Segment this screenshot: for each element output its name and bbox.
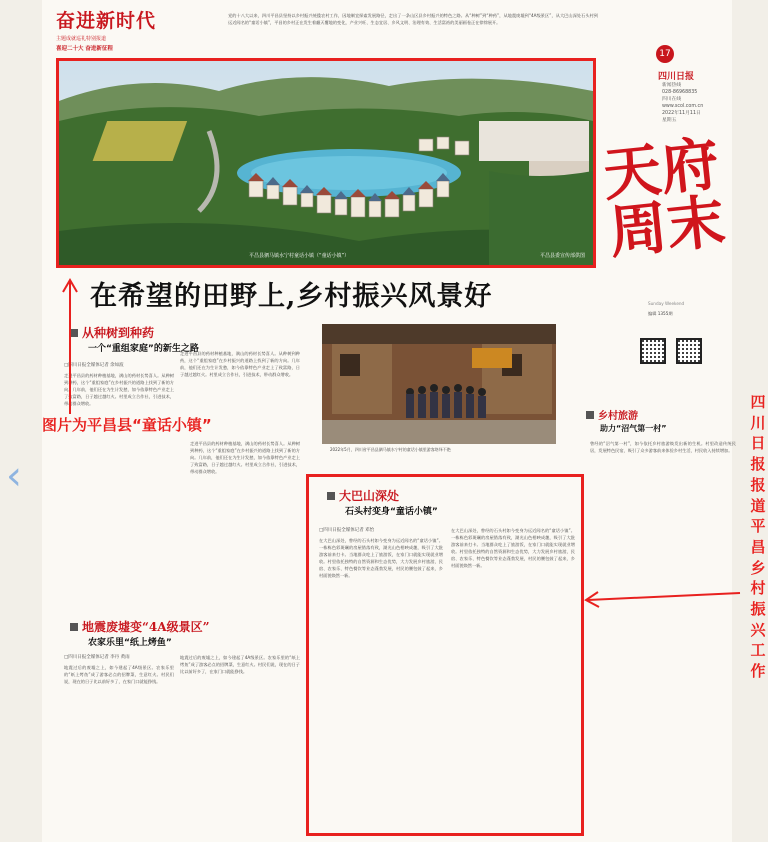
photo2-caption: 2022年5月，四川省平昌县驷马镇水宁村的童话小镇里游客络绎不绝 — [330, 447, 451, 452]
masthead-line2: 028-86968835 — [662, 90, 698, 95]
article-1-body-col1: 走进平昌县的药材种植基地，满山的药材长势喜人。从种树到种药，这个“重组家庭”在乡村振兴的道路上找到了新的方向。几年前，他们还在为生计发愁，如今依靠特色产业走上了致富路，日子越过越红火。村里成立合作社，引进技术，带动群众增收。 — [64, 373, 174, 406]
photo-credit: 平昌县委宣传部供图 — [539, 253, 585, 259]
edition-number: 编辑 1355期 — [648, 311, 673, 316]
left-annotation: 图片为平昌县“童话小镇” — [42, 414, 304, 435]
article-3-body-col1: 地震过后的废墟之上，如今建起了4A级景区。农家乐里的“纸上烤鱼”成了游客必点的招牌菜，生意红火。村民们说，现在的日子比以前好多了，在家门口就能挣钱。 — [64, 665, 174, 684]
issue-weekday: 星期五 — [662, 118, 677, 123]
calligraphy-line1: 天府 — [599, 129, 723, 210]
main-photo — [56, 58, 596, 268]
town-landscape-image — [59, 61, 593, 265]
masthead-line3: 四川在线 — [662, 97, 682, 102]
article-1-body-col3: 走进平昌县的药材种植基地，满山的药材长势喜人。从种树到种药，这个“重组家庭”在乡村振兴的道路上找到了新的方向。几年前，他们还在为生计发愁，如今依靠特色产业走上了致富路，日子越过越红火。村里成立合作社，引进技术，带动群众增收。 — [190, 441, 300, 474]
brand-subtitle: 主题成就巡礼特别报道 — [56, 36, 107, 42]
paper-name: 四川日报 — [658, 72, 695, 82]
page-headline: 在希望的田野上,乡村振兴风景好 — [90, 281, 493, 312]
calligraphy-title — [599, 129, 729, 267]
issue-date: 2022年11月11日 — [662, 111, 701, 116]
article-2-byline: □四川日报全媒体记者 邓怡 — [319, 528, 375, 533]
article-3-body-col2: 地震过后的废墟之上，如今建起了4A级景区。农家乐里的“纸上烤鱼”成了游客必点的招牌菜，生意红火。村民们说，现在的日子比以前好多了，在家门口就能挣钱。 — [180, 655, 300, 674]
villagers-photo — [322, 324, 556, 444]
photo-caption: 平昌县驷马镇水宁村童话小镇（“童话小镇”） — [249, 253, 350, 259]
square-bullet-icon — [586, 411, 594, 419]
article-3-subtitle: 农家乐里“纸上烤鱼” — [88, 638, 172, 648]
article-4-subtitle: 助力“沼气第一村” — [600, 424, 667, 433]
masthead — [600, 45, 730, 124]
article-1-body-col2: 走进平昌县的药材种植基地，满山的药材长势喜人。从种树到种药，这个“重组家庭”在乡村振兴的道路上找到了新的方向。几年前，他们还在为生计发愁，如今依靠特色产业走上了致富路，日子越过越红火。村里成立合作社，引进技术，带动群众增收。 — [180, 351, 300, 377]
intro-text: 党的十八大以来，四川平昌县坚持以乡村振兴统揽农村工作，因地制宜探索发展路径，走出了一条山区县乡村振兴的特色之路。从“种树”到“种药”，从地震废墟到“4A级景区”，从大巴山深处石头村到远近闻名的“童话小镇”，平昌的乡村正在发生着翻天覆地的变化，产业兴旺、生态宜居、乡风文明、治理有效、生活富裕的美丽画卷正在徐徐展开。 — [228, 13, 598, 25]
article-1-title: 从种树到种药 — [82, 326, 155, 340]
article-4-body: 曾经的“沼气第一村”，如今依托乡村旅游焕发出新的生机。村里改造传统民居，发展特色民宿，吸引了众多游客前来体验乡村生活，村民收入持续增加。 — [590, 441, 736, 453]
brand-title: 奋进新时代 — [56, 10, 157, 32]
brand-slogan: 喜迎二十大 奋进新征程 — [56, 46, 113, 52]
prev-page-button[interactable]: ‹ — [6, 453, 22, 499]
article-3-title: 地震废墟变“4A级景区” — [82, 620, 210, 634]
section-header — [56, 6, 226, 52]
article-4-header — [586, 404, 736, 434]
article-4-title: 乡村旅游 — [598, 411, 638, 422]
calligraphy-line2: 周末 — [605, 186, 729, 267]
article-2-header — [327, 485, 577, 517]
left-arrow-icon — [584, 590, 744, 610]
edition-label: Sunday Weekend — [648, 301, 685, 306]
qr-code-icon — [640, 338, 666, 364]
article-2-subtitle: 石头村变身“童话小镇” — [345, 507, 438, 517]
article-2-title: 大巴山深处 — [339, 489, 400, 503]
article-3-header — [70, 616, 302, 648]
article-1-byline: □四川日报全媒体记者 余如波 — [64, 363, 124, 368]
article-1-subtitle: 一个“重组家庭”的新生之路 — [88, 344, 199, 354]
square-bullet-icon — [70, 623, 78, 631]
right-annotation: 四川日报报道平昌乡村振兴工作 — [750, 393, 766, 681]
page-number: 17 — [656, 45, 674, 63]
qr-code-icon — [676, 338, 702, 364]
up-arrow-icon — [60, 278, 80, 418]
article-2-body-col2: 在大巴山深处，曾经的石头村如今变身为远近闻名的“童话小镇”。一栋栋色彩斑斓的房屋错落有致，湖光山色相映成趣，吸引了大批游客前来打卡。当地群众吃上了旅游饭，在家门口就能实现就业增收。村里依托独特的自然资源和生态优势，大力发展乡村旅游，民宿、农家乐、特色餐饮等业态蓬勃发展，村民的腰包鼓了起来，乡村面貌焕然一新。 — [451, 528, 575, 568]
masthead-line1: 新闻热线 — [662, 83, 682, 88]
highlighted-article — [306, 474, 584, 836]
masthead-line4: www.scol.com.cn — [662, 104, 704, 109]
annotation-arrow — [60, 278, 80, 418]
square-bullet-icon — [327, 492, 335, 500]
article-2-body-col1: 在大巴山深处，曾经的石头村如今变身为远近闻名的“童话小镇”。一栋栋色彩斑斓的房屋错落有致，湖光山色相映成趣，吸引了大批游客前来打卡。当地群众吃上了旅游饭，在家门口就能实现就业增收。村里依托独特的自然资源和生态优势，大力发展乡村旅游，民宿、农家乐、特色餐饮等业态蓬勃发展，村民的腰包鼓了起来，乡村面貌焕然一新。 — [319, 538, 443, 578]
annotation-arrow — [584, 590, 744, 610]
article-3-byline: □四川日报全媒体记者 李丹 黄雨 — [64, 655, 130, 660]
villagers-image — [322, 324, 556, 444]
